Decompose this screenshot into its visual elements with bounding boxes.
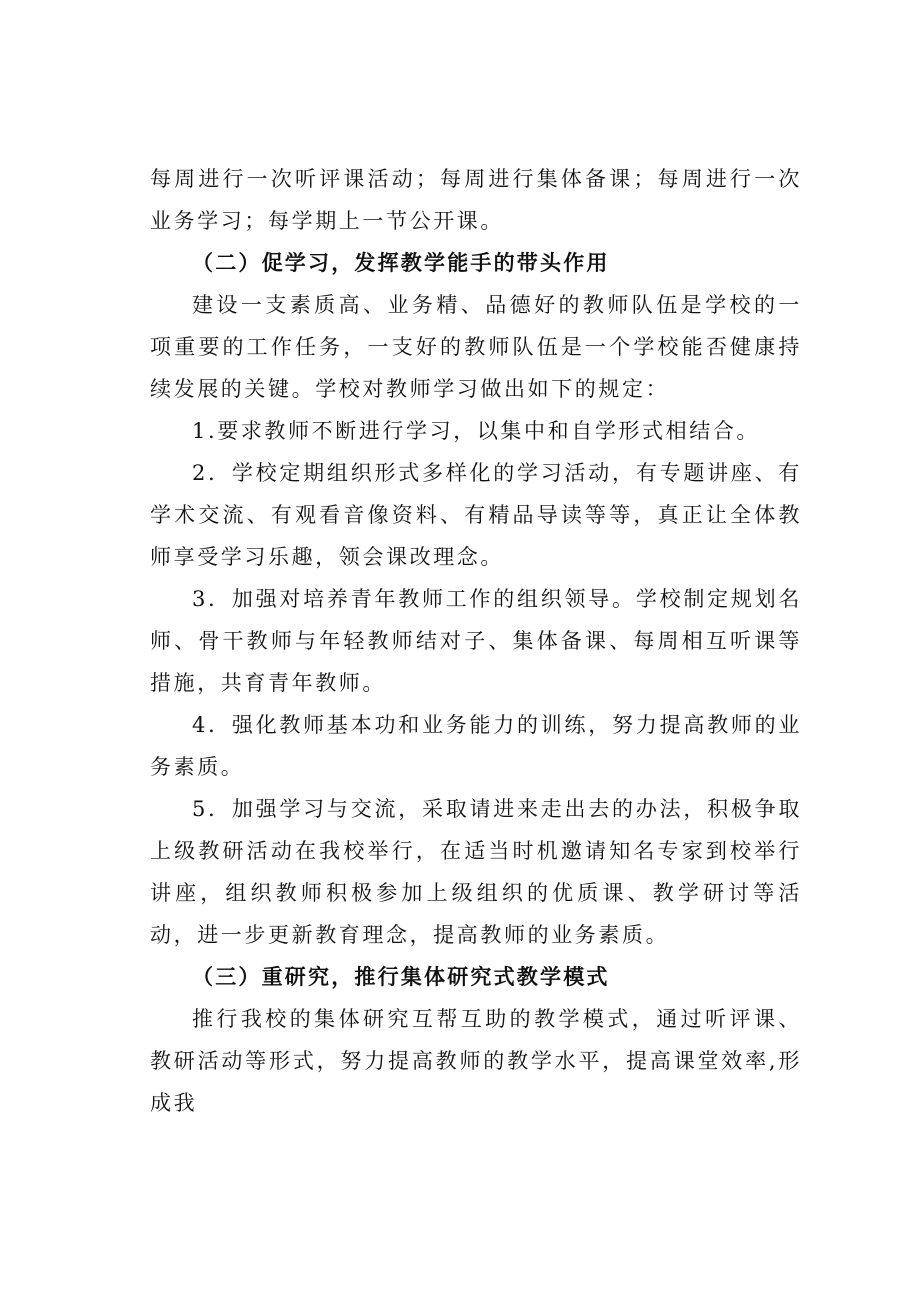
section-heading-2: （二）促学习，发挥教学能手的带头作用 [192, 251, 610, 275]
list-item-3: 3．加强对培养青年教师工作的组织领导。学校制定规划名师、骨干教师与年轻教师结对子、集体备课、每周相互听课等措施，共育青年教师。 [150, 587, 802, 695]
document-body [150, 158, 802, 1124]
section-heading-3: （三）重研究，推行集体研究式教学模式 [192, 965, 610, 989]
list-item-4: 4．强化教师基本功和业务能力的训练，努力提高教师的业务素质。 [150, 713, 802, 779]
list-item-5: 5．加强学习与交流，采取请进来走出去的办法，积极争取上级教研活动在我校举行，在适当时机邀请知名专家到校举行讲座，组织教师积极参加上级组织的优质课、教学研讨等活动，进一步更新教育理念，提高教师的业务素质。 [150, 797, 802, 947]
list-item-1: 1.要求教师不断进行学习，以集中和自学形式相结合。 [192, 419, 761, 443]
paragraph-research: 推行我校的集体研究互帮互助的教学模式，通过听评课、教研活动等形式，努力提高教师的教学水平，提高课堂效率,形成我 [150, 1007, 802, 1115]
paragraph-intro: 建设一支素质高、业务精、品德好的教师队伍是学校的一项重要的工作任务，一支好的教师队伍是一个学校能否健康持续发展的关键。学校对教师学习做出如下的规定： [150, 293, 802, 401]
paragraph-continued: 每周进行一次听评课活动；每周进行集体备课；每周进行一次业务学习；每学期上一节公开课。 [150, 167, 802, 233]
list-item-2: 2．学校定期组织形式多样化的学习活动，有专题讲座、有学术交流、有观看音像资料、有精品导读等等，真正让全体教师享受学习乐趣，领会课改理念。 [150, 461, 802, 569]
